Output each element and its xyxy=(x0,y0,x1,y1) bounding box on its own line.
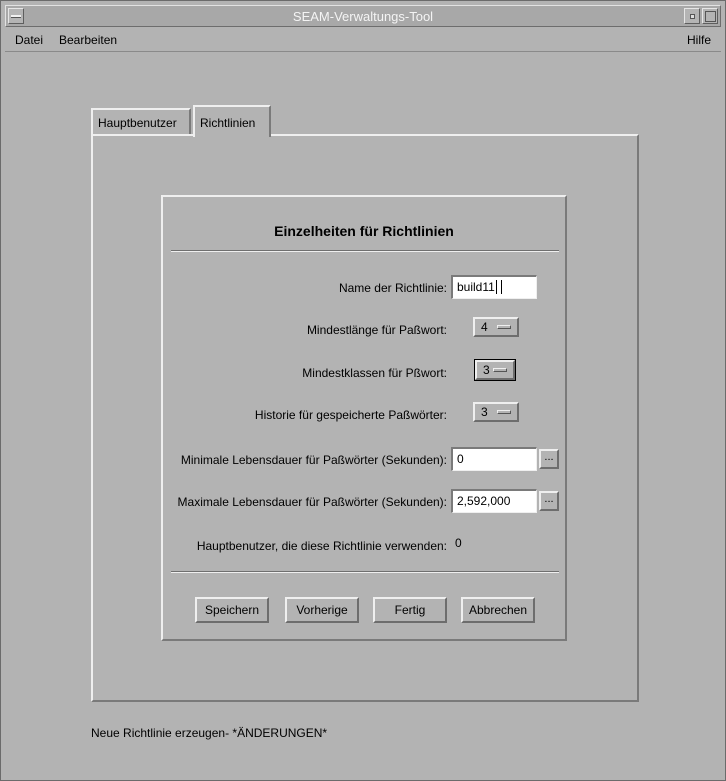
tab-policies-label: Richtlinien xyxy=(200,116,256,130)
policy-name-value: build11 xyxy=(457,280,495,294)
min-classes-option-menu[interactable] xyxy=(475,360,515,380)
option-menu-bar-icon xyxy=(497,410,511,414)
separator-top xyxy=(171,250,559,252)
cancel-button[interactable]: Abbrechen xyxy=(461,597,535,623)
tab-policies[interactable] xyxy=(193,105,271,137)
tab-principals[interactable] xyxy=(91,108,191,134)
principals-using-value: 0 xyxy=(455,536,462,550)
policy-name-label: Name der Richtlinie: xyxy=(338,281,447,295)
min-length-option-menu[interactable] xyxy=(473,317,519,337)
history-option-menu[interactable] xyxy=(473,402,519,422)
minimize-button[interactable] xyxy=(684,8,700,24)
history-value: 3 xyxy=(481,405,488,419)
save-button[interactable]: Speichern xyxy=(195,597,269,623)
history-label: Historie für gespeicherte Paßwörter: xyxy=(254,408,447,422)
max-lifetime-label: Maximale Lebensdauer für Paßwörter (Sekunden): xyxy=(177,495,447,509)
previous-button[interactable]: Vorherige xyxy=(285,597,359,623)
menu-bar xyxy=(5,28,721,52)
client-area xyxy=(5,53,721,776)
status-text: Neue Richtlinie erzeugen- *ÄNDERUNGEN* xyxy=(91,726,328,740)
min-lifetime-value: 0 xyxy=(457,452,464,466)
min-lifetime-field[interactable] xyxy=(451,447,537,471)
separator-bottom xyxy=(171,571,559,573)
principals-using-label: Hauptbenutzer, die diese Richtlinie verwenden: xyxy=(196,539,447,553)
maximize-button[interactable] xyxy=(702,8,718,24)
min-length-value: 4 xyxy=(481,320,488,334)
max-lifetime-browse-button[interactable]: ... xyxy=(539,491,559,511)
option-menu-bar-icon xyxy=(493,368,507,372)
menu-edit[interactable]: Bearbeiten xyxy=(59,33,118,47)
group-title: Einzelheiten für Richtlinien xyxy=(274,223,454,239)
menu-file[interactable]: Datei xyxy=(15,33,44,47)
policy-details-group xyxy=(161,195,567,641)
menu-help[interactable]: Hilfe xyxy=(686,33,711,47)
min-classes-label: Mindestklassen für Pßwort: xyxy=(302,366,447,380)
min-length-label: Mindestlänge für Paßwort: xyxy=(306,323,447,337)
text-cursor-icon xyxy=(496,280,502,294)
title-bar[interactable] xyxy=(5,5,721,27)
max-lifetime-value: 2,592,000 xyxy=(457,494,511,508)
option-menu-bar-icon xyxy=(497,325,511,329)
done-button[interactable]: Fertig xyxy=(373,597,447,623)
min-classes-value: 3 xyxy=(483,363,490,377)
window-title: SEAM-Verwaltungs-Tool xyxy=(292,9,434,24)
policy-name-field[interactable] xyxy=(451,275,537,299)
tab-principals-label: Hauptbenutzer xyxy=(98,116,177,130)
min-lifetime-browse-button[interactable]: ... xyxy=(539,449,559,469)
min-lifetime-label: Minimale Lebensdauer für Paßwörter (Sekunden): xyxy=(180,453,447,467)
max-lifetime-field[interactable] xyxy=(451,489,537,513)
